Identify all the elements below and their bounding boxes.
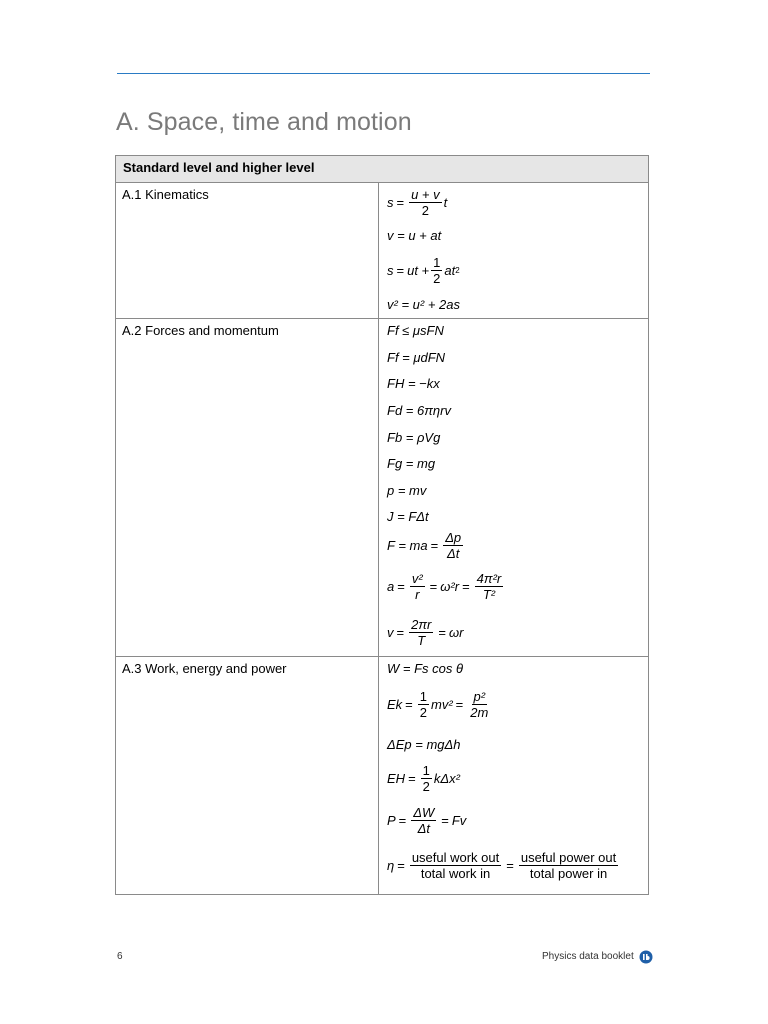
work-equations bbox=[379, 657, 648, 894]
booklet-title: Physics data booklet bbox=[542, 951, 634, 962]
equation: p = mv bbox=[387, 483, 427, 498]
equation: v = u + at bbox=[387, 228, 442, 243]
equation: Ff ≤ μsFN bbox=[387, 323, 444, 338]
row-label-work: A.3 Work, energy and power bbox=[116, 657, 379, 894]
equation: a = $\frac{\text{v²}}{r}$ = ω²r = $\frac{\text{4π²r}}{\text{T²}}$ bbox=[387, 571, 502, 602]
equation: J = FΔt bbox=[387, 509, 429, 524]
table-header: Standard level and higher level bbox=[116, 156, 648, 183]
equation: s = $\frac{u + v}{2}$ t bbox=[387, 187, 448, 218]
equation: Ek = $\frac{1}{2}$ mv² = $\frac{\text{p²}}{2m}$ bbox=[387, 689, 489, 720]
row-label-kinematics: A.1 Kinematics bbox=[116, 183, 379, 318]
formula-table bbox=[115, 155, 649, 895]
equation: s = ut + $\frac{1}{2}$ at 2 bbox=[387, 255, 460, 286]
table-row bbox=[116, 319, 648, 657]
top-divider bbox=[117, 73, 650, 74]
equation: η = $\frac{\text{useful work out}}{\text{total work in}}$ = $\frac{\text{useful power out}}{\text{total power in}}$ bbox=[387, 850, 617, 881]
forces-equations bbox=[379, 319, 648, 656]
equation: Fb = ρVg bbox=[387, 430, 441, 445]
section-title: A. Space, time and motion bbox=[116, 108, 412, 136]
equation: Fg = mg bbox=[387, 456, 436, 471]
table-row bbox=[116, 183, 648, 319]
page-number: 6 bbox=[117, 951, 123, 962]
equation: FH = −kx bbox=[387, 376, 440, 391]
ib-logo-icon bbox=[639, 950, 653, 964]
row-label-forces: A.2 Forces and momentum bbox=[116, 319, 379, 656]
equation: P = $\frac{\Delta W}{\Delta t}$ = Fv bbox=[387, 805, 467, 836]
equation: ΔEp = mgΔh bbox=[387, 737, 461, 752]
equation: EH = $\frac{1}{2}$ kΔx² bbox=[387, 763, 460, 794]
equation: Fd = 6πηrv bbox=[387, 403, 451, 418]
equation: W = Fs cos θ bbox=[387, 661, 464, 676]
table-row bbox=[116, 657, 648, 894]
equation: F = ma = $\frac{\Delta p}{\Delta t}$ bbox=[387, 530, 462, 561]
equation: Ff = μdFN bbox=[387, 350, 446, 365]
equation: v = $\frac{2\pi r}{T}$ = ωr bbox=[387, 617, 464, 648]
equation: v² = u² + 2as bbox=[387, 297, 460, 312]
kinematics-equations bbox=[379, 183, 648, 318]
